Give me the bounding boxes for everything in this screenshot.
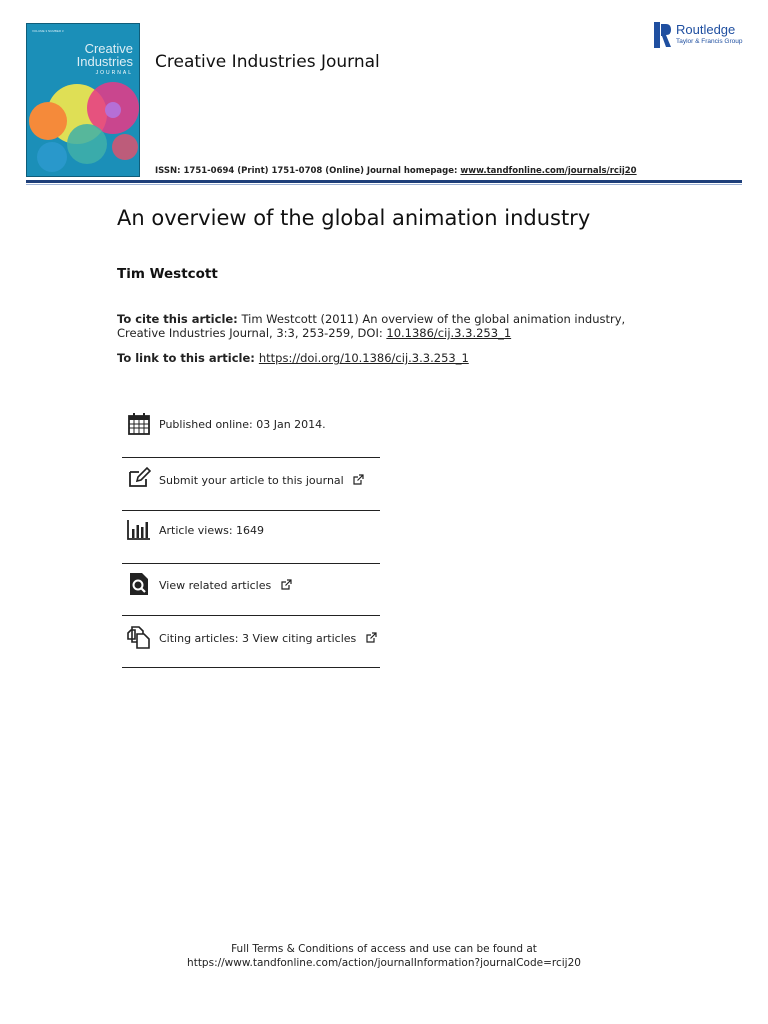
published-online-item xyxy=(122,412,380,462)
article-views-label: Article views: 1649 xyxy=(159,524,265,537)
external-link-icon xyxy=(281,579,292,590)
cover-circle xyxy=(112,134,138,160)
search-document-icon xyxy=(127,572,151,596)
cover-title-line1: Creative xyxy=(84,41,133,56)
submit-article-item[interactable] xyxy=(122,466,380,516)
cover-top-text: VOLUME 3 NUMBER 3 xyxy=(32,29,64,33)
article-views-item xyxy=(122,518,380,568)
footer xyxy=(0,942,768,970)
info-divider xyxy=(122,667,380,668)
related-articles-label: View related articles xyxy=(159,579,272,592)
submit-article-label: Submit your article to this journal xyxy=(159,474,344,487)
citation xyxy=(117,312,677,340)
journal-homepage-link[interactable]: www.tandfonline.com/journals/rcij20 xyxy=(460,166,637,176)
article-author: Tim Westcott xyxy=(117,266,218,282)
external-link-icon xyxy=(353,474,364,485)
cover-circle xyxy=(29,102,67,140)
cover-subtitle: JOURNAL xyxy=(95,70,133,76)
bar-chart-icon xyxy=(127,518,151,542)
link-label: To link to this article: xyxy=(117,351,259,365)
journal-title: Creative Industries Journal xyxy=(155,52,380,72)
cover-circle xyxy=(105,102,121,118)
cite-text: Tim Westcott (2011) An overview of the global animation industry, Creative Industries Journal, 3:3, 253-259, DOI: xyxy=(117,312,626,340)
info-divider xyxy=(122,563,380,564)
cite-doi-link[interactable]: 10.1386/cij.3.3.253_1 xyxy=(386,326,512,340)
issn-line xyxy=(155,166,637,176)
published-online-label: Published online: 03 Jan 2014. xyxy=(159,418,326,431)
journal-cover xyxy=(26,23,140,177)
footer-line1: Full Terms & Conditions of access and use can be found at xyxy=(231,943,537,955)
article-link-line xyxy=(117,351,469,365)
footer-terms-link[interactable]: https://www.tandfonline.com/action/journalInformation?journalCode=rcij20 xyxy=(187,957,581,969)
cover-circle xyxy=(37,142,67,172)
publisher-name: Routledge xyxy=(676,22,736,37)
citing-articles-link[interactable] xyxy=(159,632,377,645)
cover-title xyxy=(77,42,133,68)
cite-label: To cite this article: xyxy=(117,312,238,326)
publisher-logo xyxy=(654,21,746,49)
cover-circle xyxy=(67,124,107,164)
publisher-group: Taylor & Francis Group xyxy=(676,38,743,45)
external-link-icon xyxy=(366,632,377,643)
issn-text: ISSN: 1751-0694 (Print) 1751-0708 (Online) Journal homepage: xyxy=(155,166,461,176)
citing-articles-label: Citing articles: 3 View citing articles xyxy=(159,632,357,645)
info-divider xyxy=(122,615,380,616)
citing-articles-icon xyxy=(127,625,151,649)
article-title: An overview of the global animation industry xyxy=(117,206,591,230)
related-articles-link[interactable] xyxy=(159,579,292,592)
cover-title-line2: Industries xyxy=(76,54,133,69)
header-rule-thin xyxy=(26,184,742,185)
submit-article-link[interactable] xyxy=(159,474,364,487)
edit-icon xyxy=(127,466,151,490)
calendar-icon xyxy=(127,412,151,436)
article-doi-url[interactable]: https://doi.org/10.1386/cij.3.3.253_1 xyxy=(258,351,469,365)
header-rule xyxy=(26,180,742,183)
info-divider xyxy=(122,510,380,511)
info-divider xyxy=(122,457,380,458)
routledge-logo-icon xyxy=(654,22,672,48)
